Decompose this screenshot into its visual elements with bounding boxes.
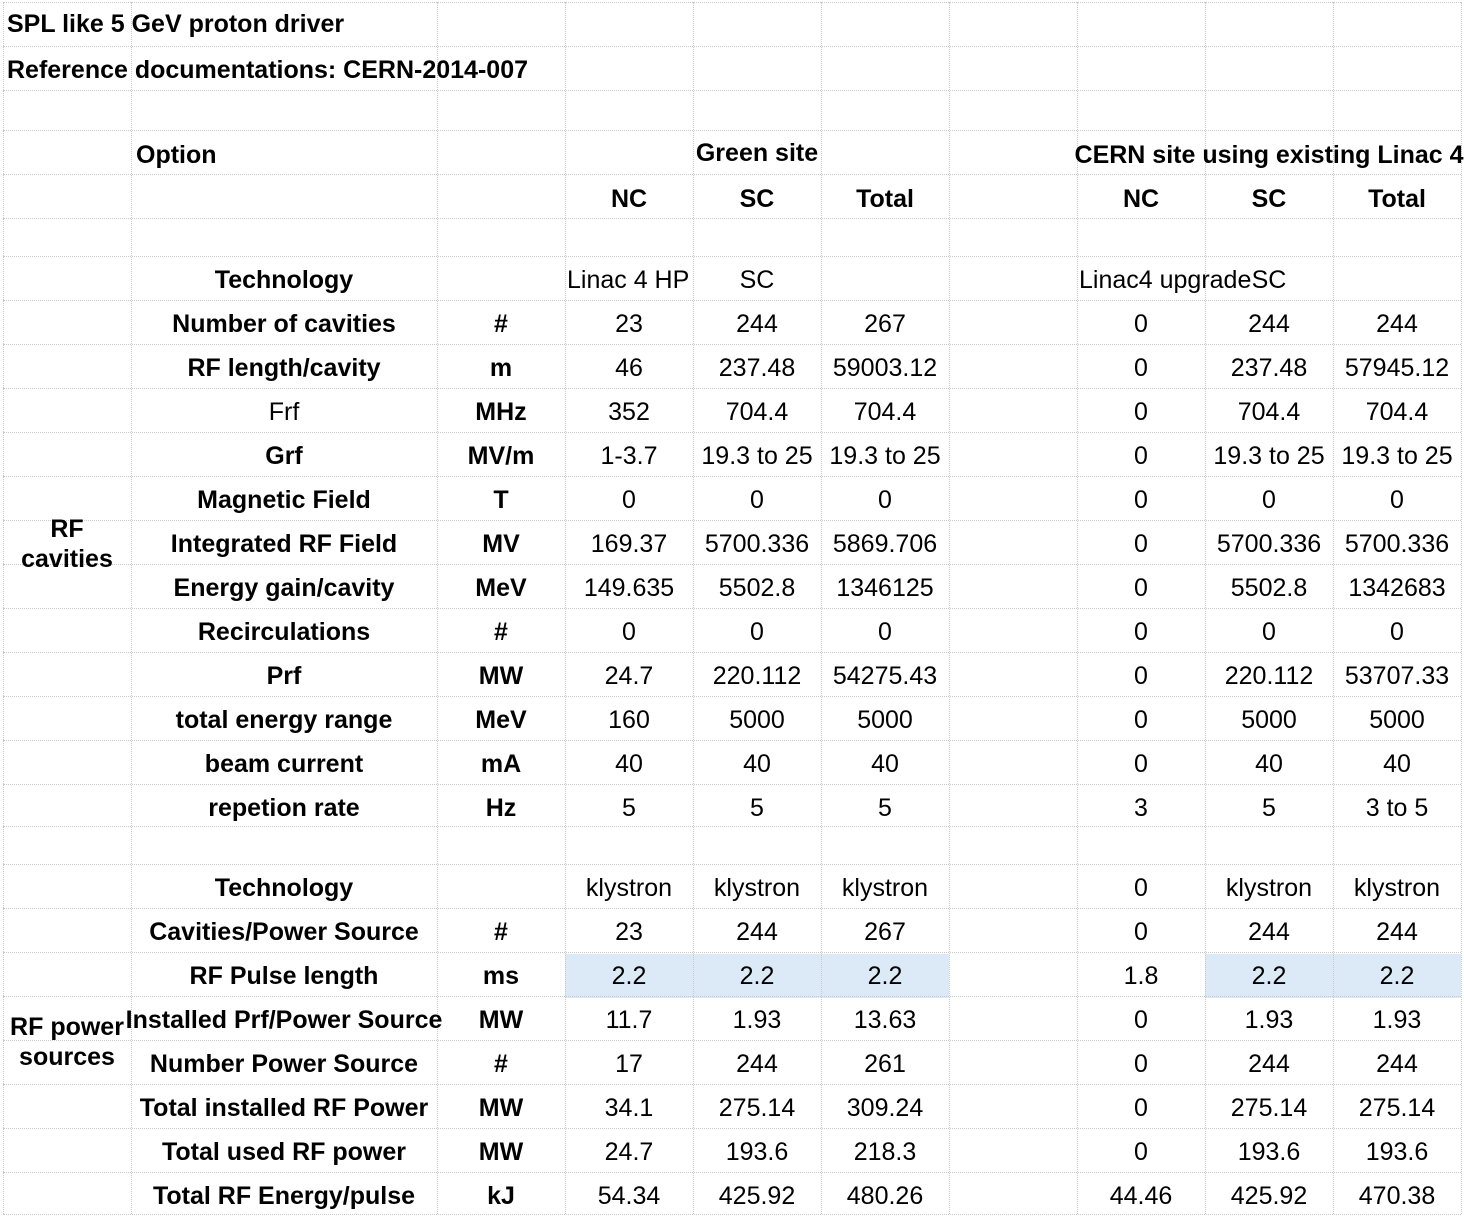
value-cell[interactable]: 40 [743,750,771,778]
column-header-sc[interactable]: SC [1251,185,1287,213]
value-cell[interactable]: 0 [1134,1138,1148,1166]
value-cell[interactable]: 704.4 [1365,398,1429,426]
section-label[interactable] [3,866,131,1218]
unit-cell[interactable]: MV [482,530,520,558]
unit-cell[interactable]: MW [478,662,524,690]
value-cell[interactable]: 0 [1134,398,1148,426]
value-cell[interactable]: 0 [878,618,892,646]
value-cell[interactable]: 0 [1262,486,1276,514]
value-cell[interactable]: 425.92 [1230,1182,1308,1210]
value-cell[interactable]: 5 [750,794,764,822]
value-cell[interactable]: 0 [1134,354,1148,382]
value-cell[interactable]: 193.6 [1365,1138,1429,1166]
value-cell[interactable]: 0 [750,618,764,646]
value-cell[interactable]: 0 [1134,574,1148,602]
value-cell[interactable]: 704.4 [853,398,917,426]
value-cell[interactable]: 13.63 [853,1006,917,1034]
unit-cell[interactable]: MW [478,1138,524,1166]
value-cell[interactable]: 0 [878,486,892,514]
unit-cell[interactable]: MV/m [467,442,535,470]
unit-cell[interactable]: mA [480,750,522,778]
value-cell[interactable]: 19.3 to 25 [829,442,941,470]
value-cell[interactable]: 0 [1134,486,1148,514]
unit-cell[interactable]: # [494,1050,508,1078]
value-cell[interactable]: 54275.43 [832,662,938,690]
unit-cell[interactable]: MHz [475,398,527,426]
value-cell[interactable]: 237.48 [1230,354,1308,382]
value-cell[interactable]: 2.2 [739,962,775,990]
grid-col-line [1461,2,1462,1214]
value-cell[interactable]: 54.34 [597,1182,661,1210]
value-cell[interactable]: 149.635 [583,574,675,602]
unit-cell[interactable]: Hz [485,794,517,822]
value-cell[interactable]: Linac4 upgrade [1079,266,1252,294]
value-cell[interactable]: 46 [615,354,643,382]
value-cell[interactable]: 220.112 [712,662,802,690]
value-cell[interactable]: 1.8 [1123,962,1159,990]
value-cell[interactable]: 40 [1383,750,1411,778]
value-cell[interactable]: 0 [1134,530,1148,558]
sheet-title[interactable]: SPL like 5 GeV proton driver [7,10,345,38]
unit-cell[interactable] [437,258,565,302]
param-cell[interactable]: Total used RF power [162,1138,406,1166]
value-cell[interactable]: 0 [1134,874,1148,902]
value-cell[interactable]: 19.3 to 25 [701,442,813,470]
unit-cell[interactable]: # [494,918,508,946]
unit-cell[interactable]: m [489,354,513,382]
grid-row-line [3,130,1461,131]
value-cell[interactable]: 0 [1134,750,1148,778]
value-cell[interactable]: 244 [1376,310,1418,338]
value-cell[interactable]: 352 [608,398,650,426]
value-cell[interactable]: 23 [615,310,643,338]
value-cell[interactable]: 57945.12 [1344,354,1450,382]
section-label-line: RF power [10,1013,124,1041]
value-cell[interactable]: 275.14 [1230,1094,1308,1122]
value-cell[interactable]: 23 [615,918,643,946]
value-cell[interactable]: 5 [622,794,636,822]
column-header-total[interactable]: Total [856,185,914,213]
value-cell[interactable]: 220.112 [1224,662,1314,690]
value-cell[interactable]: 0 [1390,486,1404,514]
value-cell[interactable]: 244 [1376,1050,1418,1078]
unit-cell[interactable]: # [494,618,508,646]
value-cell[interactable]: 244 [736,310,778,338]
value-cell[interactable]: 5700.336 [1344,530,1450,558]
value-cell[interactable]: 169.37 [590,530,668,558]
value-cell[interactable]: 19.3 to 25 [1341,442,1453,470]
value-cell[interactable]: 275.14 [1358,1094,1436,1122]
unit-cell[interactable]: MW [478,1006,524,1034]
param-cell[interactable]: Total installed RF Power [139,1094,429,1122]
value-cell[interactable]: 1-3.7 [600,442,658,470]
value-cell[interactable]: 244 [1376,918,1418,946]
value-cell[interactable]: 309.24 [846,1094,924,1122]
value-cell[interactable]: 261 [864,1050,906,1078]
value-cell[interactable]: 0 [750,486,764,514]
value-cell[interactable]: 5869.706 [832,530,938,558]
value-cell[interactable] [821,258,949,302]
value-cell[interactable]: 11.7 [605,1006,653,1034]
value-cell[interactable]: 5000 [857,706,913,734]
value-cell[interactable]: 1346125 [836,574,934,602]
value-cell[interactable]: 0 [1134,662,1148,690]
param-cell[interactable]: Energy gain/cavity [173,574,395,602]
param-cell[interactable]: total energy range [175,706,393,734]
value-cell[interactable]: 5502.8 [718,574,796,602]
unit-cell[interactable]: MeV [475,574,527,602]
value-cell[interactable]: 244 [736,1050,778,1078]
value-cell[interactable]: klystron [841,874,929,902]
value-cell[interactable]: 40 [1255,750,1283,778]
value-cell[interactable]: 244 [736,918,778,946]
value-cell[interactable]: 160 [608,706,650,734]
section-label-line: cavities [21,545,113,573]
value-cell[interactable]: 0 [1134,1006,1148,1034]
value-cell[interactable]: 0 [1134,706,1148,734]
option-label[interactable]: Option [136,141,217,169]
value-cell[interactable]: 193.6 [1237,1138,1301,1166]
value-cell[interactable]: 1342683 [1348,574,1446,602]
value-cell[interactable]: 480.26 [846,1182,924,1210]
grid-row-line [3,864,1461,865]
value-cell[interactable]: 5700.336 [704,530,810,558]
value-cell[interactable]: 2.2 [611,962,647,990]
value-cell[interactable]: 44.46 [1109,1182,1173,1210]
param-cell[interactable]: Grf [265,442,303,470]
value-cell[interactable]: 704.4 [1237,398,1301,426]
value-cell[interactable] [1333,258,1461,302]
param-cell[interactable]: Technology [214,874,354,902]
value-cell[interactable]: 5700.336 [1216,530,1322,558]
value-cell[interactable]: 19.3 to 25 [1213,442,1325,470]
green-site-header[interactable]: Green site [695,139,819,167]
value-cell[interactable]: klystron [1225,874,1313,902]
section-label-line: RF [50,515,84,543]
value-cell[interactable]: 0 [1390,618,1404,646]
param-cell[interactable]: repetion rate [208,794,360,822]
value-cell[interactable]: 5000 [1369,706,1425,734]
value-cell[interactable]: 3 [1134,794,1148,822]
value-cell[interactable]: 275.14 [718,1094,796,1122]
value-cell[interactable]: klystron [1353,874,1441,902]
value-cell[interactable]: 244 [1248,310,1290,338]
unit-cell[interactable]: kJ [487,1182,515,1210]
param-cell[interactable]: RF length/cavity [187,354,381,382]
reference-doc[interactable]: Reference documentations: CERN-2014-007 [7,56,528,84]
value-cell[interactable]: 59003.12 [832,354,938,382]
value-cell[interactable]: 470.38 [1358,1182,1436,1210]
value-cell[interactable]: 0 [622,486,636,514]
value-cell[interactable]: 237.48 [718,354,796,382]
param-cell[interactable]: Frf [268,398,300,426]
value-cell[interactable]: 40 [615,750,643,778]
value-cell[interactable]: 3 to 5 [1365,794,1429,822]
value-cell[interactable]: 0 [1134,918,1148,946]
grid-row-line [3,2,1461,3]
value-cell[interactable]: 704.4 [725,398,789,426]
unit-cell[interactable] [437,866,565,910]
column-header-nc[interactable]: NC [1122,185,1160,213]
value-cell[interactable]: Linac 4 HP [567,266,690,294]
unit-cell[interactable]: ms [482,962,520,990]
param-cell[interactable]: Number Power Source [149,1050,419,1078]
value-cell[interactable]: SC [1251,266,1287,294]
value-cell[interactable]: 53707.33 [1344,662,1450,690]
param-cell[interactable]: Cavities/Power Source [149,918,419,946]
unit-cell[interactable]: MeV [475,706,527,734]
value-cell[interactable]: 1.93 [1372,1006,1422,1034]
unit-cell[interactable]: MW [478,1094,524,1122]
value-cell[interactable]: klystron [713,874,801,902]
value-cell[interactable]: 34.1 [604,1094,654,1122]
value-cell[interactable]: 267 [864,918,906,946]
value-cell[interactable]: 24.7 [604,662,654,690]
grid-row-line [3,256,1461,257]
value-cell[interactable]: 2.2 [867,962,903,990]
value-cell[interactable]: 0 [1134,1094,1148,1122]
param-cell[interactable]: Total RF Energy/pulse [152,1182,416,1210]
value-cell[interactable]: 0 [1134,618,1148,646]
value-cell[interactable]: 5000 [1241,706,1297,734]
value-cell[interactable]: klystron [585,874,673,902]
value-cell[interactable]: 5 [1262,794,1276,822]
value-cell[interactable]: 2.2 [1379,962,1415,990]
value-cell[interactable]: 1.93 [1244,1006,1294,1034]
unit-cell[interactable]: T [493,486,509,514]
value-cell[interactable]: 0 [1262,618,1276,646]
grid-row-line [3,46,1461,47]
value-cell[interactable]: 244 [1248,1050,1290,1078]
value-cell[interactable]: SC [739,266,775,294]
value-cell[interactable]: 1.93 [732,1006,782,1034]
value-cell[interactable]: 218.3 [853,1138,917,1166]
value-cell[interactable]: 0 [1134,310,1148,338]
cern-site-header[interactable]: CERN site using existing Linac 4 [1074,141,1464,169]
value-cell[interactable]: 17 [615,1050,643,1078]
section-label[interactable] [3,258,131,830]
param-cell[interactable]: RF Pulse length [189,962,379,990]
value-cell[interactable]: 5 [878,794,892,822]
param-cell[interactable]: beam current [204,750,364,778]
value-cell[interactable]: 267 [864,310,906,338]
value-cell[interactable]: 24.7 [604,1138,654,1166]
value-cell[interactable]: 193.6 [725,1138,789,1166]
value-cell[interactable]: 0 [1134,442,1148,470]
param-cell[interactable]: Magnetic Field [197,486,371,514]
section-label-line: sources [19,1043,115,1071]
value-cell[interactable]: 5000 [729,706,785,734]
column-header-nc[interactable]: NC [610,185,648,213]
param-cell[interactable]: Number of cavities [172,310,396,338]
value-cell[interactable]: 5502.8 [1230,574,1308,602]
grid-row-line [3,90,1461,91]
param-cell[interactable]: Integrated RF Field [170,530,398,558]
value-cell[interactable]: 425.92 [718,1182,796,1210]
value-cell[interactable]: 244 [1248,918,1290,946]
value-cell[interactable]: 2.2 [1251,962,1287,990]
param-cell[interactable]: Prf [266,662,302,690]
column-header-total[interactable]: Total [1368,185,1426,213]
value-cell[interactable]: 0 [1134,1050,1148,1078]
column-header-sc[interactable]: SC [739,185,775,213]
param-cell[interactable]: Installed Prf/Power Source [125,1006,443,1034]
value-cell[interactable]: 0 [622,618,636,646]
value-cell[interactable]: 40 [871,750,899,778]
param-cell[interactable]: Recirculations [197,618,371,646]
unit-cell[interactable]: # [494,310,508,338]
param-cell[interactable]: Technology [214,266,354,294]
